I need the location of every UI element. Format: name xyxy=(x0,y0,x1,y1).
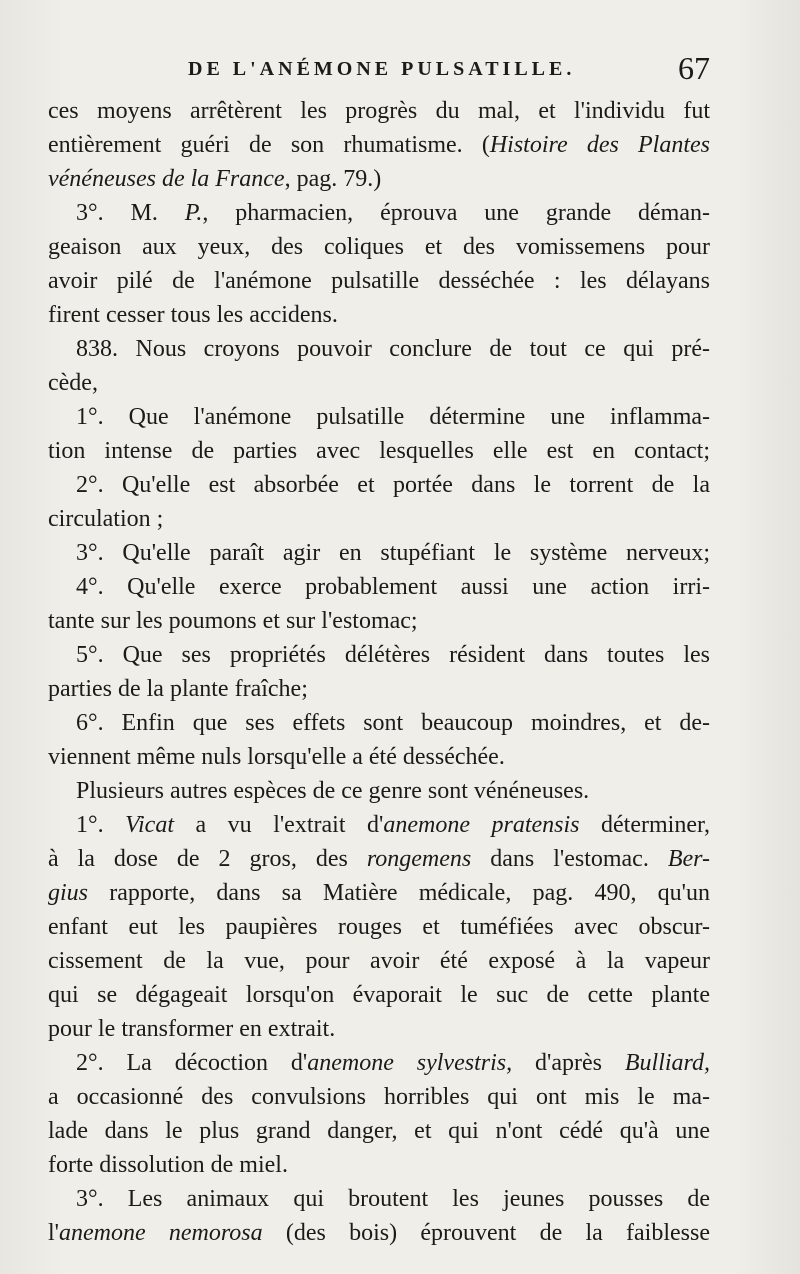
text-line: circulation ; xyxy=(48,506,164,532)
text-line: qui se dégageait lorsqu'on évaporait le suc de cette plante xyxy=(48,982,710,1008)
running-head xyxy=(48,50,710,90)
text-line: cissement de la vue, pour avoir été exposé à la vapeur xyxy=(48,948,710,974)
text-line: lade dans le plus grand danger, et qui n'ont cédé qu'à une xyxy=(48,1118,710,1144)
text-line: a occasionné des convulsions horribles qui ont mis le ma- xyxy=(48,1084,710,1110)
text-line: 1°. Vicat a vu l'extrait d'anemone pratensis déterminer, xyxy=(76,812,710,838)
text-line: parties de la plante fraîche; xyxy=(48,676,308,702)
text-line: Plusieurs autres espèces de ce genre sont vénéneuses. xyxy=(76,778,590,804)
text-line: 3°. Les animaux qui broutent les jeunes pousses de xyxy=(76,1186,710,1212)
text-line: 3°. M. P., pharmacien, éprouva une grande déman- xyxy=(76,200,710,226)
text-line: pour le transformer en extrait. xyxy=(48,1016,336,1042)
text-line: ces moyens arrêtèrent les progrès du mal, et l'individu fut xyxy=(48,98,710,124)
text-line: l'anemone nemorosa (des bois) éprouvent de la faiblesse xyxy=(48,1220,710,1246)
text-line: cède, xyxy=(48,370,98,396)
text-line: 5°. Que ses propriétés délétères résident dans toutes les xyxy=(76,642,710,668)
text-line: 1°. Que l'anémone pulsatille détermine une inflamma- xyxy=(76,404,710,430)
text-line: 4°. Qu'elle exerce probablement aussi une action irri- xyxy=(76,574,710,600)
running-title: DE L'ANÉMONE PULSATILLE. xyxy=(188,58,576,80)
text-line: firent cesser tous les accidens. xyxy=(48,302,338,328)
text-line: geaison aux yeux, des coliques et des vomissemens pour xyxy=(48,234,710,260)
text-line: à la dose de 2 gros, des rongemens dans l'estomac. Ber- xyxy=(48,846,710,872)
text-line: forte dissolution de miel. xyxy=(48,1152,288,1178)
text-line: 3°. Qu'elle paraît agir en stupéfiant le système nerveux; xyxy=(76,540,710,566)
text-line: viennent même nuls lorsqu'elle a été desséchée. xyxy=(48,744,505,770)
text-line: 2°. Qu'elle est absorbée et portée dans le torrent de la xyxy=(76,472,710,498)
text-line: tion intense de parties avec lesquelles elle est en contact; xyxy=(48,438,710,464)
text-line: 6°. Enfin que ses effets sont beaucoup moindres, et de- xyxy=(76,710,710,736)
text-line: 2°. La décoction d'anemone sylvestris, d'après Bulliard, xyxy=(76,1050,710,1076)
body-text xyxy=(48,94,710,1250)
text-line: avoir pilé de l'anémone pulsatille desséchée : les délayans xyxy=(48,268,710,294)
page-number: 67 xyxy=(678,50,710,86)
text-line: tante sur les poumons et sur l'estomac; xyxy=(48,608,418,634)
text-line: enfant eut les paupières rouges et tuméfiées avec obscur- xyxy=(48,914,710,940)
text-line: vénéneuses de la France, pag. 79.) xyxy=(48,166,382,192)
text-line: entièrement guéri de son rhumatisme. (Histoire des Plantes xyxy=(48,132,710,158)
text-line: gius rapporte, dans sa Matière médicale, pag. 490, qu'un xyxy=(48,880,710,906)
text-line: 838. Nous croyons pouvoir conclure de tout ce qui pré- xyxy=(76,336,710,362)
